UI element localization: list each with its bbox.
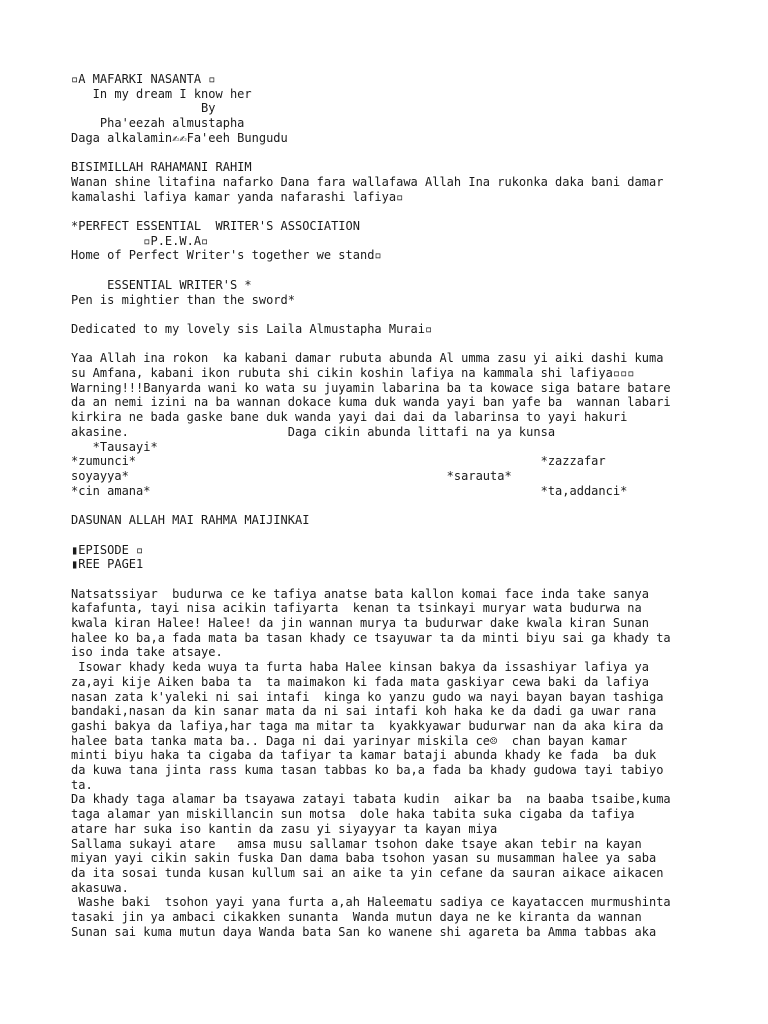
story-line: atare har suka iso kantin da zasu yi siyayyar ta kayan miya	[71, 821, 498, 836]
bismillah-line: BISIMILLAH RAHAMANI RAHIM	[71, 160, 252, 175]
story-line: iso inda take atsaye.	[71, 645, 223, 660]
story-title: ▫A MAFARKI NASANTA ▫	[71, 72, 216, 86]
themes-line-2: *zumunci* *zazzafar	[71, 454, 606, 469]
document-text	[71, 72, 761, 939]
author-signature: Daga alkalamin✍✍Fa'eeh Bungudu	[71, 130, 288, 145]
association-abbreviation: ▫P.E.W.A▫	[71, 233, 209, 248]
warning-line-4: da an nemi izini na ba wannan dokace kuma duk wanda yayi ban yafe ba wannan labari	[71, 395, 671, 410]
story-line: tasaki jin ya ambaci cikakken sunanta Wanda mutun daya ne ke kiranta da wannan	[71, 910, 642, 925]
story-line: za,ayi kije Aiken baba ta ta maimakon ki fada mata gaskiyar cewa baki da lafiya	[71, 674, 649, 689]
warning-line-5: kirkira ne bada gaske bane duk wanda yayi dai dai da labarinsa to yayi hakuri	[71, 410, 628, 425]
closing-prayer: DASUNAN ALLAH MAI RAHMA MAIJINKAI	[71, 513, 310, 528]
warning-line-2: su Amfana, kabani ikon rubuta shi cikin koshin lafiya na kammala shi lafiya▫▫▫	[71, 366, 635, 381]
story-line: akasuwa.	[71, 880, 129, 895]
story-line: kwala kiran Halee! Halee! da jin wannan murya ta budurwar dake kwala kiran Sunan	[71, 616, 649, 631]
story-line: bandaki,nasan da kin sanar mata da ni sai intafi koh haka ke da dadi ga uwar rana	[71, 704, 657, 719]
essential-writers-line: ESSENTIAL WRITER'S *	[71, 277, 252, 292]
warning-line-6: akasine. Daga cikin abunda littafi na ya kunsa	[71, 424, 556, 439]
story-line: Isowar khady keda wuya ta furta haba Halee kinsan bakya da issashiyar lafiya ya	[71, 660, 649, 675]
story-subtitle: In my dream I know her	[71, 86, 252, 101]
story-line: kafafunta, tayi nisa acikin tafiyarta kenan ta tsinkayi muryar wata budurwa na	[71, 601, 642, 616]
warning-line-1: Yaa Allah ina rokon ka kabani damar rubuta abunda Al umma zasu yi aiki dashi kuma	[71, 351, 664, 366]
page-heading: ▮REE PAGE1	[71, 557, 144, 572]
story-line: Washe baki tsohon yayi yana furta a,ah Haleematu sadiya ce kayataccen murmushinta	[71, 895, 671, 910]
story-line: gashi bakya da lafiya,har taga ma mitar ta kyakkyawar budurwar nan da aka kira da	[71, 718, 664, 733]
by-label: By	[71, 101, 216, 116]
story-line: taga alamar yan miskillancin sun motsa dole haka tabita suka cigaba da tafiya	[71, 807, 635, 822]
story-line: Sallama sukayi atare amsa musu sallamar tsohon dake tsaye akan tebir na kayan	[71, 836, 642, 851]
story-line: halee bata tanka mata ba.. Daga ni dai yarinyar miskila ce☹ chan bayan kamar	[71, 733, 628, 748]
association-motto: Pen is mightier than the sword*	[71, 292, 295, 307]
story-line: da kuwa tana jinta rass kuma tasan tabbas ko ba,a fada ba khady gudowa tayi tabiyo	[71, 763, 664, 778]
association-name: *PERFECT ESSENTIAL WRITER'S ASSOCIATION	[71, 219, 360, 234]
story-line: Sunan sai kuma mutun daya Wanda bata San ko wanene shi agareta ba Amma tabbas aka	[71, 924, 657, 939]
themes-line-4: *cin amana* *ta,addanci*	[71, 483, 628, 498]
themes-line-3: soyayya* *sarauta*	[71, 468, 512, 483]
dedication-line: Dedicated to my lovely sis Laila Almustapha Murai▫	[71, 321, 433, 336]
story-line: Da khady taga alamar ba tsayawa zatayi tabata kudin aikar ba na baaba tsaibe,kuma	[71, 792, 671, 807]
story-line: ta.	[71, 777, 93, 792]
story-line: Natsatssiyar budurwa ce ke tafiya anatse bata kallon komai face inda take sanya	[71, 586, 649, 601]
themes-line-1: *Tausayi*	[71, 439, 158, 454]
prayer-line-2: kamalashi lafiya kamar yanda nafarashi lafiya▫	[71, 189, 404, 204]
warning-line-3: Warning!!!Banyarda wani ko wata su juyamin labarina ba ta kowace siga batare batare	[71, 380, 671, 395]
episode-heading: ▮EPISODE ▫	[71, 542, 144, 557]
story-line: minti biyu haka ta cigaba da tafiyar ta kamar bataji abunda khady ke fada ba duk	[71, 748, 657, 763]
association-tagline: Home of Perfect Writer's together we stand▫	[71, 248, 382, 263]
story-line: halee ko ba,a fada mata ba tasan khady ce tsayuwar ta da minti biyu sai ga khady ta	[71, 630, 671, 645]
story-line: miyan yayi cikin sakin fuska Dan dama baba tsohon yasan su musamman halee ya saba	[71, 851, 657, 866]
story-line: nasan zata k'yaleki ni sai intafi kinga ko yanzu gudo wa nayi bayan bayan tashiga	[71, 689, 664, 704]
prayer-line-1: Wanan shine litafina nafarko Dana fara wallafawa Allah Ina rukonka daka bani damar	[71, 174, 664, 189]
author-name: Pha'eezah almustapha	[71, 116, 245, 131]
story-line: da ita sosai tunda kusan kullum sai an aike ta yin cefane da sauran aikace aikacen	[71, 865, 664, 880]
